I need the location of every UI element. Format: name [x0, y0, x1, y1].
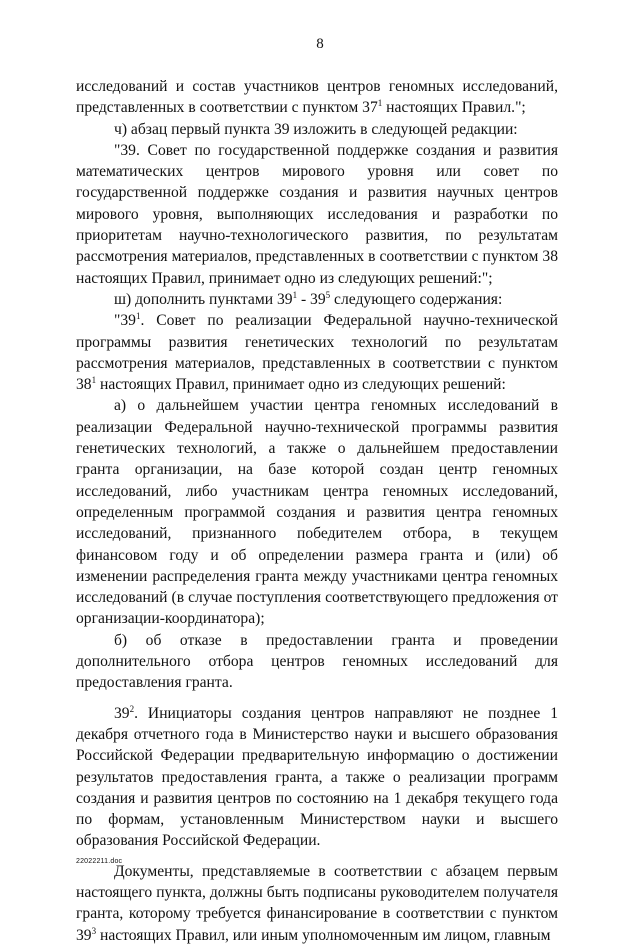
superscript: 5 [325, 289, 331, 300]
footer-filename: 22022211.doc [76, 858, 123, 865]
paragraph-documents: Документы, представляемые в соответствии с абзацем первым настоящего пункта, должны быть подписаны руководителем получателя гранта, которому требуется финансирование в соответствии с пунктом $39^3$ настоящих Правил, или иным уполномоченным им лицом, главным [76, 862, 558, 944]
superscript: 1 [377, 98, 383, 109]
paragraph-subitem-b: б) об отказе в предоставлении гранта и проведении дополнительного отбора центров геномных исследований для предоставления гранта. [76, 631, 558, 692]
superscript: 3 [91, 925, 97, 936]
paragraph-clause-39: "39. Совет по государственной поддержке создания и развития математических центров мирового уровня или совет по государственной поддержке создания и развития научных центров мирового уровня, выполняющих исследования и разработки по приоритетам научно-технологического развития, по результатам рассмотрения материалов, представленных в соответствии с пунктом 38 настоящих Правил, принимает одно из следующих решений:"; [76, 141, 558, 287]
document-body [76, 76, 558, 946]
paragraph-clause-39-2: $39^2$. Инициаторы создания центров направляют не позднее 1 декабря отчетного года в Министерство науки и высшего образования Российской Федерации предварительную информацию о достижении результатов предоставления гранта, а также о реализации программ создания и развития центров по состоянию на 1 декабря текущего года по формам, установленным Министерством науки и высшего образования Российской Федерации. [76, 703, 558, 850]
superscript: 1 [135, 311, 141, 322]
superscript: 1 [91, 375, 97, 386]
superscript: 2 [129, 703, 135, 714]
paragraph-item-ch: ч) абзац первый пункта 39 изложить в следующей редакции: [114, 120, 518, 138]
paragraph-subitem-a: а) о дальнейшем участии центра геномных исследований в реализации Федеральной научно-технической программы развития генетических технологий, а также о дальнейшем предоставлении гранта организации, на базе которой создан центр геномных исследований, либо участникам центра геномных исследований, определенным программой создания и развития центра геномных исследований, признанного победителем отбора, в текущем финансовом году и об определении размера гранта и (или) об изменении распределения гранта между участниками центра геномных исследований (в случае поступления соответствующего предложения от организации-координатора); [76, 397, 558, 628]
paragraph-continuation: исследований и состав участников центров геномных исследований, представленных в соответствии с пунктом $37^1$ настоящих Правил."; [76, 78, 558, 117]
superscript: 1 [292, 289, 298, 300]
page-number: 8 [316, 36, 324, 52]
paragraph-clause-39-1: "$39^1$. Совет по реализации Федеральной научно-технической программы развития генетических технологий по результатам рассмотрения материалов, представленных в соответствии с пунктом $38^1$ настоящих Правил, принимает одно из следующих решений: [76, 311, 558, 394]
paragraph-item-sh: ш) дополнить пунктами $39^1 - 39^5$ следующего содержания: [114, 289, 503, 308]
